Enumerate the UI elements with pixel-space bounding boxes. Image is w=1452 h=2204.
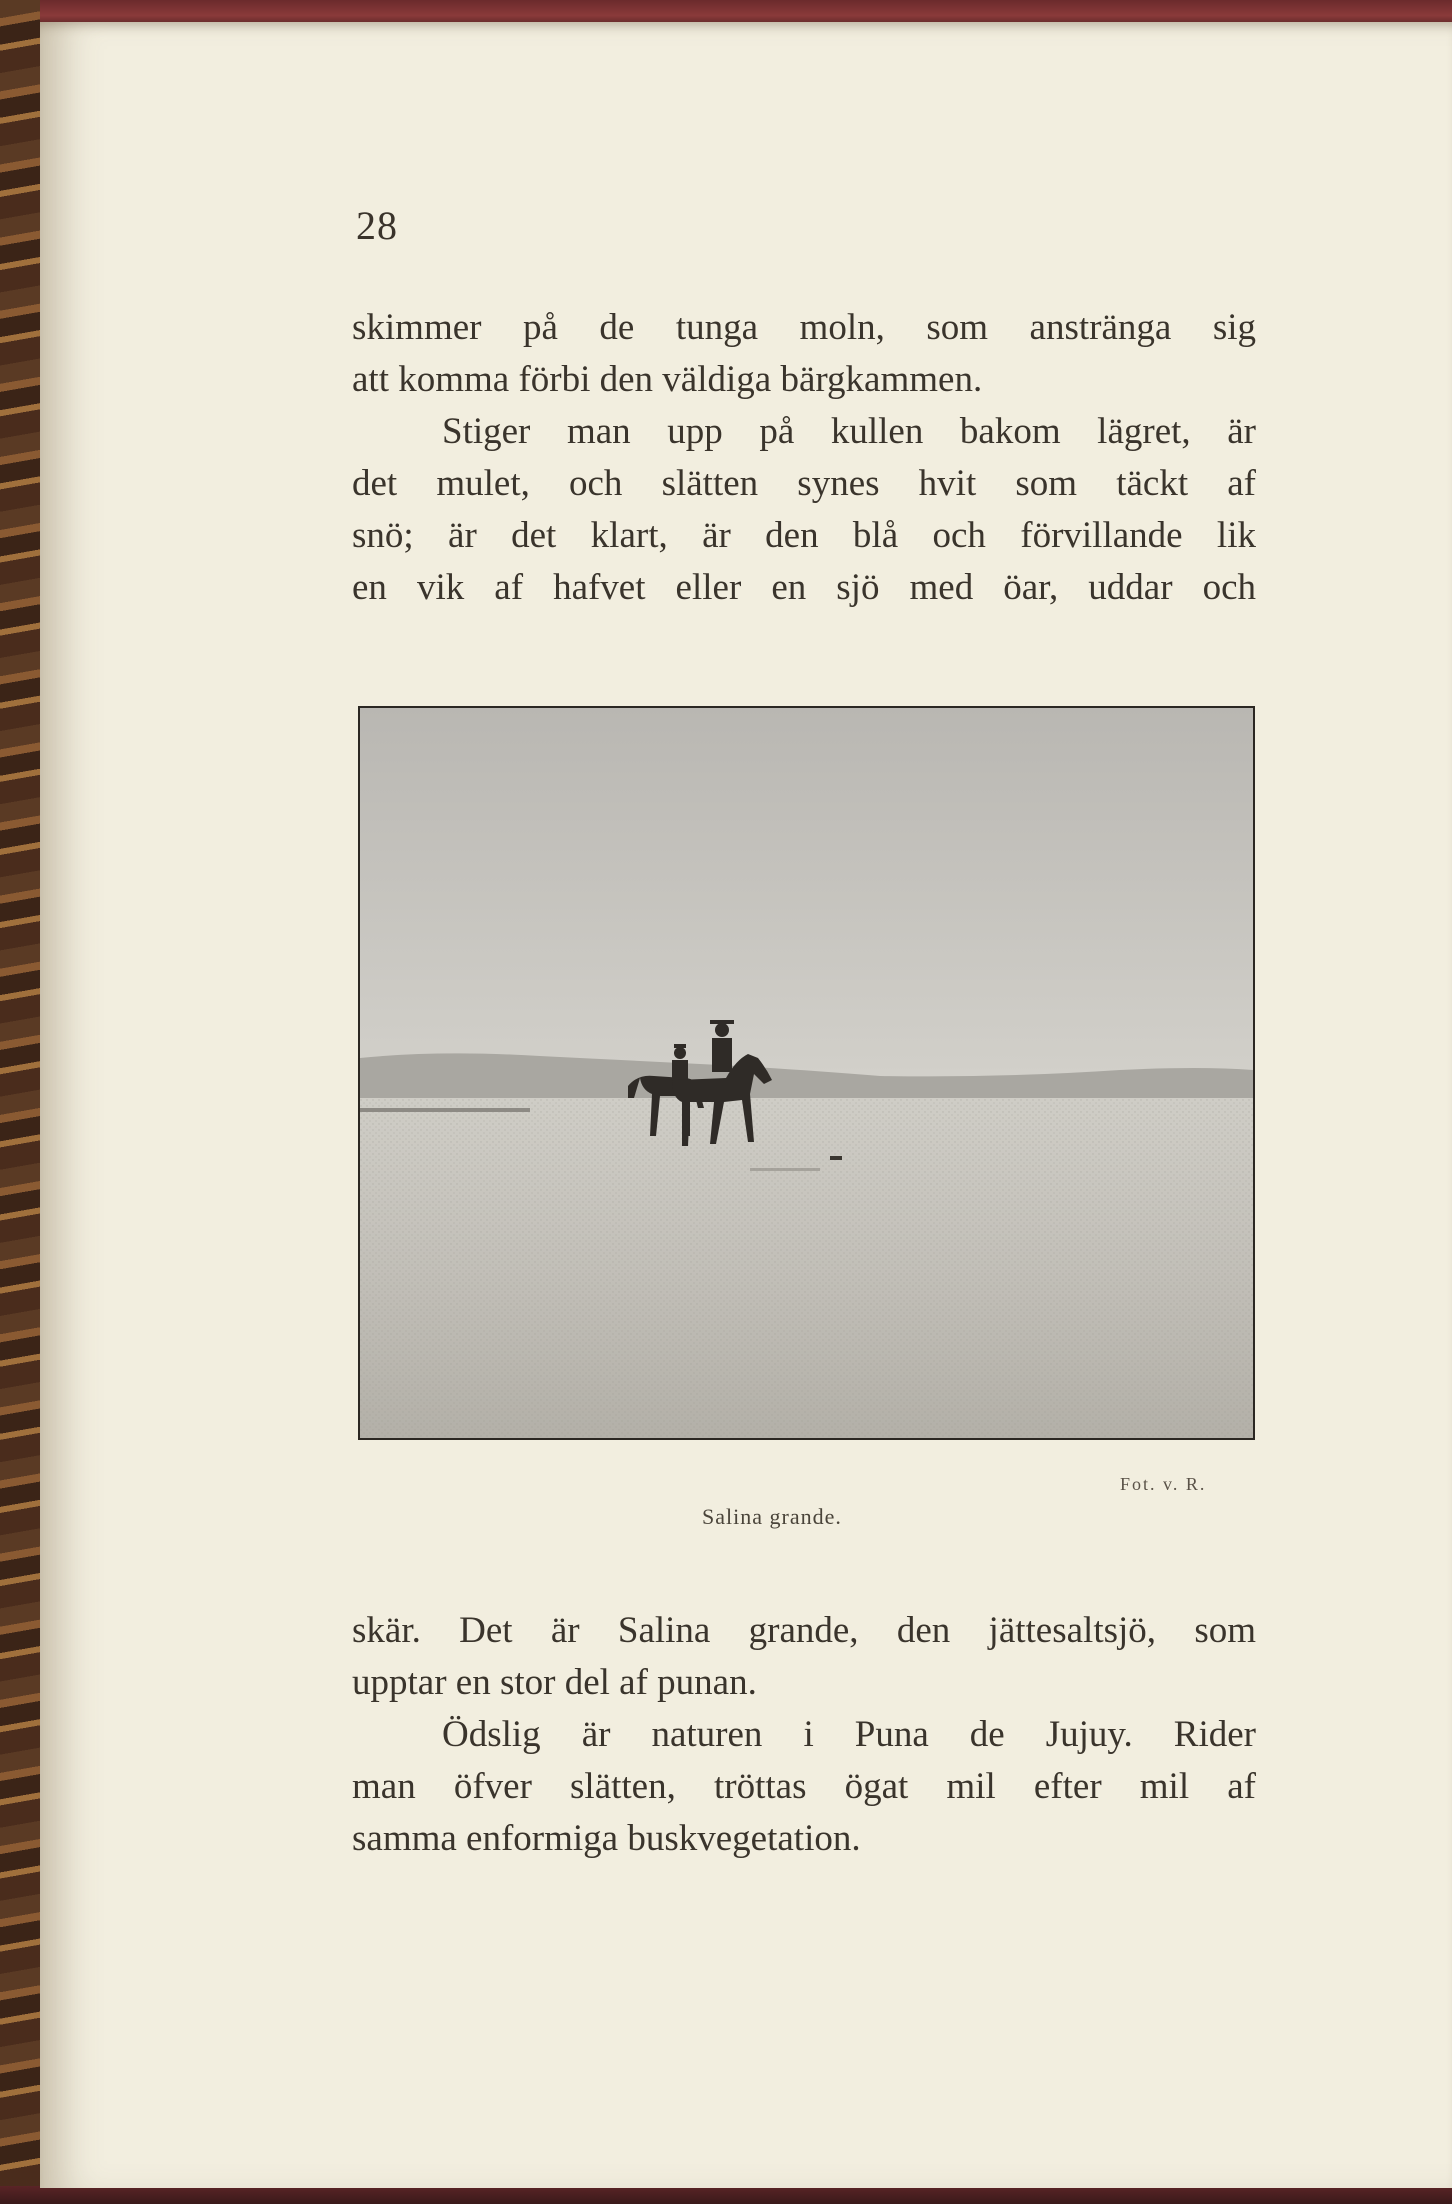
- photo-caption: Salina grande.: [702, 1504, 842, 1529]
- text-line: en vik af hafvet eller en sjö med öar, uddar och: [352, 567, 1256, 608]
- page-number: 28: [356, 203, 398, 248]
- text-line: Ödslig är naturen i Puna de Jujuy. Rider: [442, 1714, 1256, 1755]
- text-line: skimmer på de tunga moln, som anstränga sig: [352, 307, 1256, 348]
- text-line: snö; är det klart, är den blå och förvillande lik: [352, 515, 1256, 556]
- paragraph-block-top: [352, 302, 1256, 614]
- text-line: man öfver slätten, tröttas ögat mil efter mil af: [352, 1766, 1256, 1807]
- text-line: skär. Det är Salina grande, den jättesaltsjö, som: [352, 1610, 1256, 1651]
- paragraph-block-bottom: [352, 1605, 1256, 1865]
- book-binding-bottom: [0, 2186, 1452, 2204]
- text-line: att komma förbi den väldiga bärgkammen.: [352, 359, 983, 400]
- photo-credit: Fot. v. R.: [1120, 1474, 1207, 1494]
- text-line: Stiger man upp på kullen bakom lägret, är: [442, 411, 1256, 452]
- photograph-salina-grande: [358, 706, 1255, 1440]
- book-binding-marbled-edge: [0, 0, 40, 2204]
- text-line: upptar en stor del af punan.: [352, 1662, 757, 1703]
- text-line: det mulet, och slätten synes hvit som täckt af: [352, 463, 1256, 504]
- text-line: samma enformiga buskvegetation.: [352, 1818, 861, 1859]
